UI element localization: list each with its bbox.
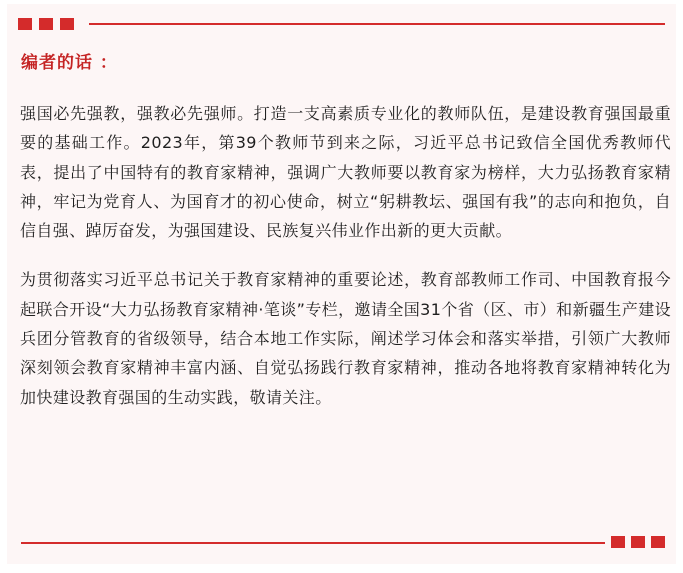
decor-square xyxy=(60,18,74,30)
bottom-decoration-squares xyxy=(611,536,671,548)
paragraph-2: 为贯彻落实习近平总书记关于教育家精神的重要论述，教育部教师工作司、中国教育报今起联合开设“大力弘扬教育家精神·笔谈”专栏，邀请全国31个省（区、市）和新疆生产建设兵团分管教育的省级领导，结合本地工作实际，阐述学习体会和落实举措，引领广大教师深刻领会教育家精神丰富内涵、自觉弘扬践行教育家精神，推动各地将教育家精神转化为加快建设教育强国的生动实践，敬请关注。 xyxy=(20,270,671,407)
bottom-divider-line xyxy=(21,542,605,544)
editor-note-card xyxy=(7,4,676,564)
decor-square xyxy=(611,536,625,548)
top-decoration-squares xyxy=(18,18,81,30)
top-divider-line xyxy=(89,23,665,25)
decor-square xyxy=(39,18,53,30)
decor-square xyxy=(651,536,665,548)
decor-square xyxy=(631,536,645,548)
editor-note-heading: 编者的话 ： xyxy=(21,53,118,73)
paragraph-1: 强国必先强教，强教必先强师。打造一支高素质专业化的教师队伍，是建设教育强国最重要的基础工作。2023年，第39个教师节到来之际，习近平总书记致信全国优秀教师代表，提出了中国特有的教育家精神，强调广大教师要以教育家为榜样，大力弘扬教育家精神，牢记为党育人、为国育才的初心使命，树立“躬耕教坛、强国有我”的志向和抱负，自信自强、踔厉奋发，为强国建设、民族复兴伟业作出新的更大贡献。 xyxy=(20,104,671,241)
editor-note-body xyxy=(20,99,671,412)
decor-square xyxy=(18,18,32,30)
